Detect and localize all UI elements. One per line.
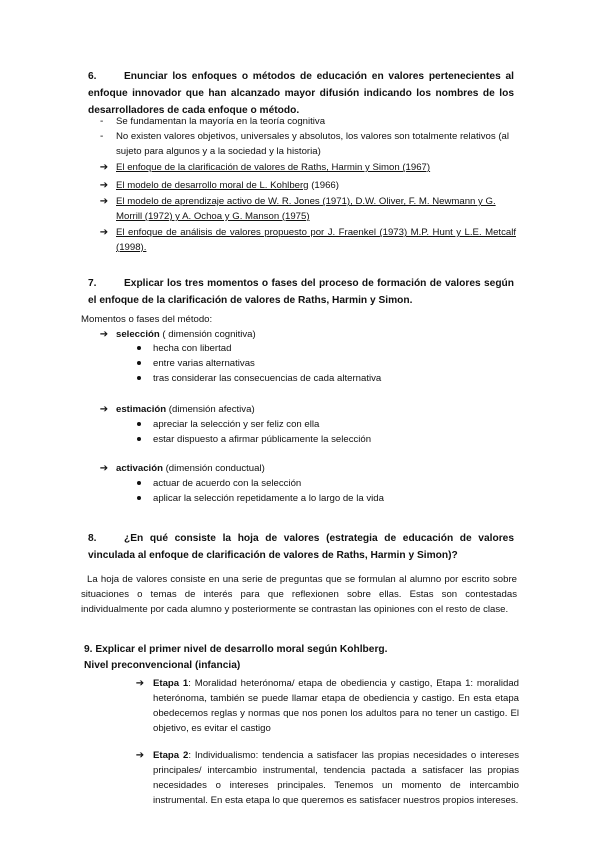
- phase-name: activación: [116, 463, 163, 474]
- right-arrow-icon: ➔: [99, 463, 109, 474]
- question-number: 7.: [88, 278, 97, 289]
- right-arrow-icon: ➔: [99, 329, 109, 340]
- bullet-dot-icon: [137, 346, 141, 350]
- method-name: El enfoque de la clarificación de valores de Raths, Harmin y Simon (1967): [116, 162, 431, 173]
- phase-name: estimación: [116, 404, 167, 415]
- dash-item: No existen valores objetivos, universales y absolutos, los valores son totalmente relativos (al sujeto para algunos y a la sociedad y la historia): [116, 131, 510, 157]
- phase-bullet: estar dispuesto a afirmar públicamente la selección: [153, 434, 372, 445]
- bullet-dot-icon: [137, 437, 141, 441]
- stage-paragraph: [153, 676, 519, 736]
- method-name: El modelo de aprendizaje activo de W. R. Jones (1971), D.W. Oliver, F. M. Newmann y G. Morrill (1972) y A. Ochoa y G. Manson (1975): [116, 196, 496, 222]
- phase-name: selección: [116, 329, 160, 340]
- method-name: El modelo de desarrollo moral de L. Kohlberg: [116, 180, 309, 191]
- question-8: [88, 530, 514, 564]
- bullet-dot-icon: [137, 361, 141, 365]
- right-arrow-icon: ➔: [135, 750, 145, 761]
- phase-bullet: aplicar la selección repetidamente a lo largo de la vida: [153, 493, 384, 504]
- stage-label: Etapa 2: [153, 750, 189, 761]
- method-name: El enfoque de análisis de valores propuesto por J. Fraenkel (1973) M.P. Hunt y L.E. Metcalf (1998).: [116, 227, 516, 253]
- dash-icon: -: [100, 116, 104, 127]
- stage-label: Etapa 1: [153, 678, 189, 689]
- dash-icon: -: [100, 131, 104, 142]
- phases-intro: Momentos o fases del método:: [81, 314, 213, 325]
- phase-heading: [116, 327, 416, 342]
- question-number: 8.: [88, 533, 97, 544]
- phase-note: (dimensión afectiva): [166, 404, 255, 415]
- method-tail: (1966): [308, 180, 339, 191]
- phase-bullet: tras considerar las consecuencias de cada alternativa: [153, 373, 382, 384]
- stage-paragraph: [153, 748, 519, 808]
- phase-bullet: apreciar la selección y ser feliz con ella: [153, 419, 320, 430]
- right-arrow-icon: ➔: [99, 227, 109, 238]
- bullet-dot-icon: [137, 481, 141, 485]
- bullet-dot-icon: [137, 376, 141, 380]
- question-number: 6.: [88, 71, 97, 82]
- right-arrow-icon: ➔: [99, 162, 109, 173]
- phase-bullet: hecha con libertad: [153, 343, 232, 354]
- right-arrow-icon: ➔: [99, 196, 109, 207]
- question-text: ¿En qué consiste la hoja de valores (estrategia de educación de valores vinculada al enfoque de clarificación de valores de Raths, Harmin y Simon)?: [88, 533, 514, 561]
- dash-item: Se fundamentan la mayoría en la teoría cognitiva: [116, 116, 326, 127]
- bullet-dot-icon: [137, 496, 141, 500]
- bullet-dot-icon: [137, 422, 141, 426]
- phase-note: (dimensión conductual): [162, 463, 265, 474]
- right-arrow-icon: ➔: [99, 180, 109, 191]
- phase-note: ( dimensión cognitiva): [159, 329, 256, 340]
- phase-heading: [116, 461, 416, 476]
- right-arrow-icon: ➔: [99, 404, 109, 415]
- answer-paragraph: La hoja de valores consiste en una serie de preguntas que se formulan al alumno por escrito sobre situaciones o temas de interés para que reflexionen sobre ellas. Estas son contestadas individualmente por cada alumno y posteriormente se contrastan las opiniones con el resto de clase.: [81, 574, 517, 615]
- stage-text: : Moralidad heterónoma/ etapa de obediencia y castigo, Etapa 1: moralidad heterónoma, también se puede llamar etapa de obediencia y castigo. En esta etapa obedecemos reglas y normas que nos ponen los adultos para no tener un castigo. El objetivo, es evitar el castigo: [153, 678, 519, 734]
- method-item: [116, 225, 516, 255]
- question-text: Explicar los tres momentos o fases del proceso de formación de valores según el enfoque de la clarificación de valores de Raths, Harmin y Simon.: [88, 278, 514, 306]
- question-9-title: 9. Explicar el primer nivel de desarrollo moral según Kohlberg.: [84, 644, 388, 655]
- question-6: [88, 68, 514, 119]
- question-7: [88, 275, 514, 309]
- question-text: Enunciar los enfoques o métodos de educación en valores pertenecientes al enfoque innovador que han alcanzado mayor difusión indicando los nombres de los desarrolladores de cada enfoque o método.: [88, 71, 514, 116]
- phase-bullet: entre varias alternativas: [153, 358, 255, 369]
- phase-bullet: actuar de acuerdo con la selección: [153, 478, 302, 489]
- stage-text: : Individualismo: tendencia a satisfacer las propias necesidades o intereses principales/ intercambio instrumental, tendencia pactada a satisfacer las propias necesidades o intereses principales. Tenemos un momento de intercambio instrumental. En esta etapa lo que queremos es satisfacer nuestros propios intereses.: [153, 750, 519, 806]
- method-item: [116, 160, 516, 175]
- phase-heading: [116, 402, 416, 417]
- method-item: [116, 178, 516, 193]
- level-heading: Nivel preconvencional (infancia): [84, 660, 241, 671]
- right-arrow-icon: ➔: [135, 678, 145, 689]
- method-item: [116, 194, 510, 224]
